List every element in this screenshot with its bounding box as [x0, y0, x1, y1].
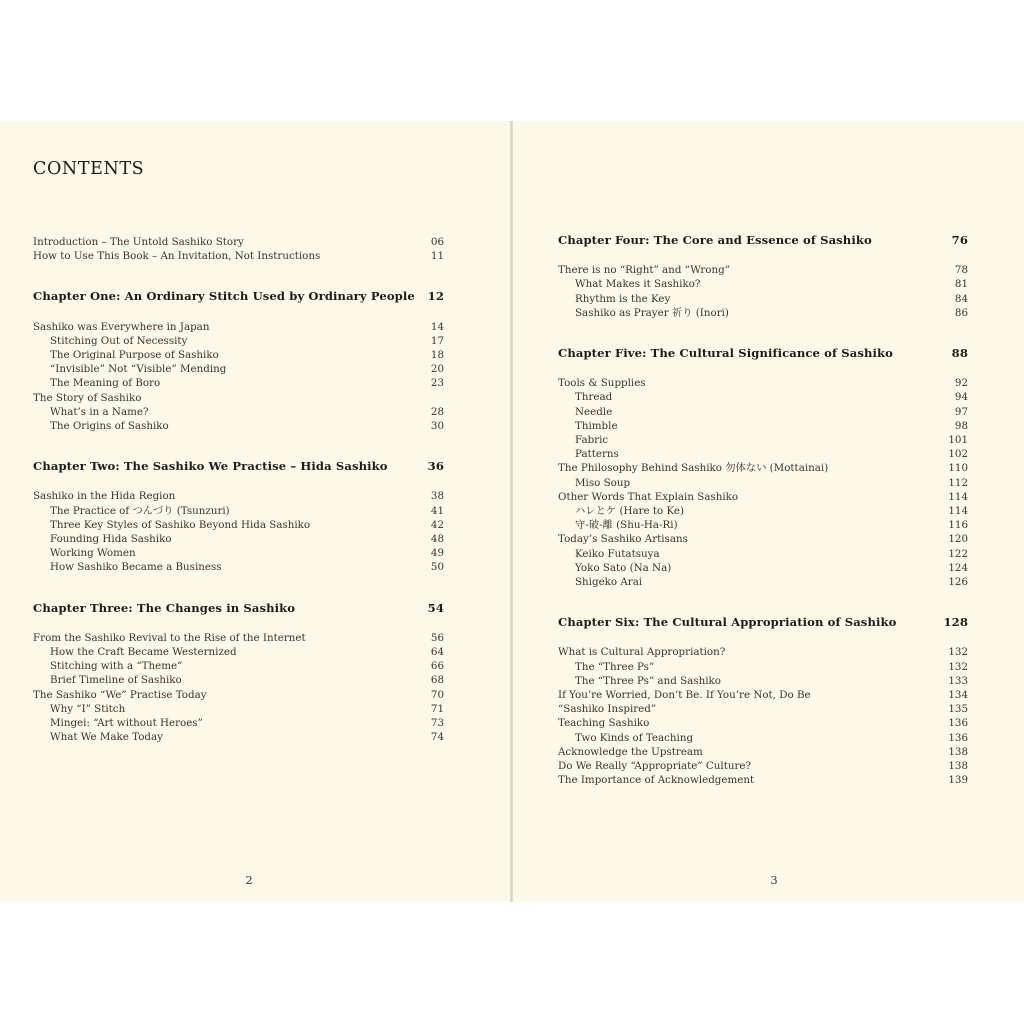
toc-entry-title: What We Make Today [50, 731, 163, 744]
toc-entry-page: 56 [430, 631, 444, 644]
toc-entry-page: 94 [954, 391, 968, 404]
toc-entry-title: What Makes it Sashiko? [575, 278, 701, 291]
toc-entry-title: Yoko Sato (Na Na) [575, 561, 672, 574]
toc-entry-page: 41 [430, 504, 444, 517]
toc-entry-page: 48 [430, 533, 444, 545]
toc-entry-page: 138 [948, 745, 968, 758]
toc-entry-title: Shigeko Arai [575, 576, 643, 588]
toc-entry-page: 18 [430, 349, 444, 361]
toc-entry-page: 28 [430, 405, 444, 418]
toc-entry-title: Brief Timeline of Sashiko [50, 674, 182, 687]
toc-entry-title: The Story of Sashiko [33, 391, 142, 404]
toc-entry-page: 132 [948, 646, 968, 659]
toc-entry-page: 101 [948, 434, 968, 446]
toc-entry-title: The Original Purpose of Sashiko [50, 349, 219, 361]
toc-entry-title: How Sashiko Became a Business [50, 561, 222, 574]
toc-entry-title: Do We Really “Appropriate” Culture? [558, 760, 752, 772]
toc-entry-page: 122 [948, 547, 968, 560]
toc-entry-title: Sashiko was Everywhere in Japan [33, 320, 210, 333]
toc-entry-title: How to Use This Book – An Invitation, Not Instructions [33, 250, 321, 263]
toc-entry-page: 78 [954, 264, 968, 277]
toc-entry-page: 112 [948, 476, 968, 489]
book-spread [0, 121, 1024, 902]
toc-entry-title: Fabric [575, 434, 609, 446]
toc-entry-page: 110 [948, 462, 968, 475]
toc-entry-title: From the Sashiko Revival to the Rise of the Internet [33, 631, 306, 644]
toc-entry-page: 42 [430, 518, 444, 531]
toc-entry-title: Thimble [575, 419, 618, 432]
toc-entry-title: Chapter Six: The Cultural Appropriation of Sashiko [558, 615, 897, 630]
toc-entry-title: Miso Soup [575, 476, 631, 489]
page-number-right: 3 [770, 873, 778, 887]
toc-entry-page: 74 [430, 731, 444, 744]
toc-entry-title: Two Kinds of Teaching [575, 731, 694, 744]
toc-entry-title: Tools & Supplies [558, 377, 646, 390]
toc-entry-page: 136 [948, 717, 968, 730]
toc-entry-page: 84 [954, 292, 968, 305]
toc-entry-page: 36 [427, 459, 444, 474]
toc-entry-title: There is no “Right” and “Wrong” [558, 264, 730, 277]
toc-entry-title: ハレとケ (Hare to Ke) [575, 505, 685, 517]
toc-entry-page: 81 [954, 278, 968, 291]
toc-entry-page: 06 [430, 236, 444, 248]
toc-entry-page: 17 [430, 334, 444, 347]
page-number-left: 2 [245, 873, 253, 887]
toc-entry-title: Why “I” Stitch [50, 702, 126, 715]
toc-entry-title: Thread [575, 391, 613, 404]
toc-entry-page: 134 [948, 689, 968, 701]
toc-entry-page: 70 [430, 688, 444, 701]
toc-entry-title: Keiko Futatsuya [575, 547, 660, 560]
toc-entry-title: Chapter Two: The Sashiko We Practise – Hida Sashiko [33, 459, 388, 474]
toc-entry-page: 12 [427, 289, 444, 304]
right-page [513, 121, 1024, 902]
toc-entry-title: “Sashiko Inspired” [558, 703, 657, 716]
toc-entry-title: What is Cultural Appropriation? [558, 646, 726, 659]
toc-entry-title: Stitching Out of Necessity [50, 334, 188, 347]
toc-entry-title: Today’s Sashiko Artisans [558, 533, 688, 546]
toc-entry-page: 98 [954, 419, 968, 432]
left-page [0, 121, 510, 902]
toc-entry-title: Chapter Three: The Changes in Sashiko [33, 600, 296, 615]
toc-entry-page: 49 [430, 547, 444, 560]
toc-entry-title: Sashiko as Prayer 祈り (Inori) [575, 306, 729, 319]
toc-entry-page: 114 [948, 505, 968, 517]
toc-entry-page: 68 [430, 674, 444, 687]
toc-entry-title: 守-破-離 (Shu-Ha-Ri) [575, 519, 678, 532]
toc-entry-page: 135 [948, 703, 968, 716]
toc-entry-title: The Philosophy Behind Sashiko 勿体ない (Mottainai) [558, 462, 829, 475]
toc-entry-page: 50 [430, 561, 444, 574]
toc-entry-title: Mingei: “Art without Heroes” [50, 717, 203, 729]
toc-entry-page: 133 [948, 674, 968, 687]
toc-entry-page: 14 [430, 320, 444, 333]
toc-entry-page: 38 [430, 490, 444, 503]
toc-entry-page: 128 [943, 615, 968, 630]
toc-entry-title: The Origins of Sashiko [50, 420, 169, 432]
toc-entry-page: 132 [948, 660, 968, 673]
toc-entry-page: 76 [951, 233, 968, 247]
toc-entry-title: Chapter One: An Ordinary Stitch Used by Ordinary People [33, 289, 415, 304]
toc-entry-title: Patterns [575, 448, 619, 461]
toc-entry-page: 54 [427, 600, 444, 615]
toc-entry-page: 116 [948, 519, 968, 532]
toc-entry-title: The “Three Ps” and Sashiko [575, 674, 721, 687]
toc-entry-page: 23 [430, 377, 444, 390]
toc-entry-page: 139 [948, 774, 968, 787]
toc-entry-title: Other Words That Explain Sashiko [558, 490, 739, 503]
toc-entry-page: 64 [430, 646, 444, 658]
toc-entry-title: The Meaning of Boro [50, 377, 161, 390]
contents-heading: CONTENTS [33, 159, 145, 179]
toc-entry-page: 126 [948, 576, 968, 588]
toc-entry-title: Acknowledge the Upstream [558, 745, 703, 758]
toc-entry-title: What’s in a Name? [50, 405, 149, 418]
toc-entry-page: 66 [430, 660, 444, 673]
toc-entry-title: Chapter Five: The Cultural Significance of Sashiko [558, 346, 893, 360]
toc-entry-title: Needle [575, 405, 613, 418]
toc-entry-page: 20 [430, 363, 444, 376]
toc-entry-page: 136 [948, 731, 968, 744]
toc-entry-page: 73 [430, 717, 444, 729]
toc-entry-page: 120 [948, 533, 968, 546]
toc-entry-title: Three Key Styles of Sashiko Beyond Hida Sashiko [50, 518, 311, 531]
toc-entry-title: Chapter Four: The Core and Essence of Sashiko [558, 233, 872, 247]
toc-entry-page: 86 [954, 306, 968, 319]
toc-entry-page: 11 [430, 250, 444, 263]
toc-entry-title: Sashiko in the Hida Region [33, 490, 176, 503]
toc-entry-title: The Practice of つんづり (Tsunzuri) [50, 504, 230, 517]
toc-entry-title: Founding Hida Sashiko [50, 533, 172, 545]
toc-entry-page: 97 [954, 405, 968, 418]
toc-entry-title: The “Three Ps” [575, 660, 655, 673]
toc-entry-title: The Sashiko “We” Practise Today [33, 688, 207, 701]
toc-entry-page: 114 [948, 490, 968, 503]
toc-entry-page: 124 [948, 561, 968, 574]
toc-entry-title: Working Women [50, 547, 136, 560]
toc-entry-page: 138 [948, 760, 968, 772]
toc-entry-title: “Invisible” Not “Visible” Mending [50, 363, 227, 376]
toc-entry-title: The Importance of Acknowledgement [558, 774, 755, 787]
toc-entry-title: How the Craft Became Westernized [50, 646, 237, 658]
toc-entry-page: 92 [954, 377, 968, 390]
toc-entry-title: Stitching with a “Theme” [50, 660, 183, 673]
toc-entry-page: 88 [951, 346, 968, 360]
toc-entry-page: 102 [948, 448, 968, 461]
toc-entry-title: Teaching Sashiko [558, 717, 650, 730]
toc-entry-title: Introduction – The Untold Sashiko Story [33, 236, 244, 248]
toc-entry-page: 71 [430, 702, 444, 715]
toc-entry-title: Rhythm is the Key [575, 292, 671, 305]
toc-entry-page: 30 [430, 420, 444, 432]
toc-entry-title: If You’re Worried, Don’t Be. If You’re Not, Do Be [558, 689, 811, 701]
